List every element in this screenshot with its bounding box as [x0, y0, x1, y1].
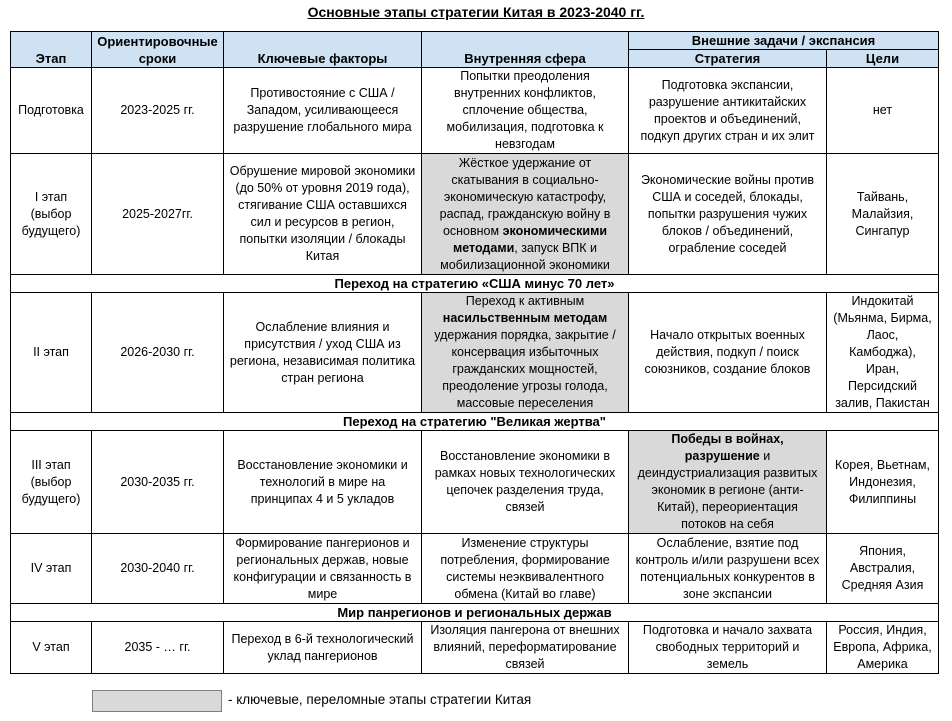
strategy-cell: Подготовка экспансии, разрушение антикитайских проектов и объединений, подкуп других стран и их элит	[629, 68, 827, 154]
header-timing: Ориентировочные сроки	[92, 32, 224, 68]
internal-cell: Изменение структуры потребления, формирование системы неэквивалентного обмена (Китай во главе)	[422, 534, 629, 604]
goals-cell: Индокитай (Мьянма, Бирма, Лаос, Камбоджа), Иран, Персидский залив, Пакистан	[827, 293, 939, 413]
goals-cell: нет	[827, 68, 939, 154]
internal-text: Жёсткое удержание от скатывания в социально-экономическую катастрофу, распад, гражданскую войну в основном	[439, 155, 611, 238]
table-row	[11, 154, 939, 275]
transition-row	[11, 604, 939, 622]
internal-text: удержания порядка, закрытие / консервация избыточных гражданских мощностей, преодоление угрозы голода, массовые переселения	[434, 328, 616, 410]
internal-cell: Восстановление экономики в рамках новых технологических цепочек разделения труда, связей	[422, 431, 629, 534]
table-row	[11, 534, 939, 604]
header-goals: Цели	[827, 50, 939, 68]
internal-cell-key	[422, 293, 629, 413]
header-external: Внешние задачи / экспансия	[629, 32, 939, 50]
header-factors: Ключевые факторы	[224, 32, 422, 68]
factors-cell: Переход в 6-й технологический уклад пангерионов	[224, 622, 422, 674]
timing-cell: 2030-2040 гг.	[92, 534, 224, 604]
table-row	[11, 622, 939, 674]
table-row	[11, 68, 939, 154]
factors-cell: Восстановление экономики и технологий в мире на принципах 4 и 5 укладов	[224, 431, 422, 534]
internal-cell-key	[422, 154, 629, 275]
factors-cell: Формирование пангерионов и региональных держав, новые конфигурации и связанность в мире	[224, 534, 422, 604]
legend-swatch	[92, 690, 222, 712]
transition-label: Переход на стратегию "Великая жертва"	[11, 413, 939, 431]
strategy-cell: Экономические войны против США и соседей, блокады, попытки разрушения чужих блоков / объединений, ограбление соседей	[629, 154, 827, 275]
internal-cell: Изоляция пангерона от внешних влияний, переформатирование связей	[422, 622, 629, 674]
timing-cell: 2035 - … гг.	[92, 622, 224, 674]
table-row	[11, 431, 939, 534]
internal-text: Переход к активным	[465, 294, 585, 308]
factors-cell: Противостояние с США / Западом, усиливающееся разрушение глобального мира	[224, 68, 422, 154]
transition-row	[11, 275, 939, 293]
goals-cell: Тайвань, Малайзия, Сингапур	[827, 154, 939, 275]
stage-cell: Подготовка	[11, 68, 92, 154]
stage-cell: I этап (выбор будущего)	[11, 154, 92, 275]
stage-cell: II этап	[11, 293, 92, 413]
stage-cell: III этап (выбор будущего)	[11, 431, 92, 534]
internal-text: , запуск ВПК и мобилизационной экономики	[440, 240, 610, 272]
internal-emphasis: насильственным методам	[442, 311, 608, 325]
strategy-cell: Подготовка и начало захвата свободных территорий и земель	[629, 622, 827, 674]
transition-row	[11, 413, 939, 431]
strategy-cell: Ослабление, взятие под контроль и/или разрушени всех потенциальных конкурентов в зоне экспансии	[629, 534, 827, 604]
strategy-cell-key	[629, 431, 827, 534]
timing-cell: 2030-2035 гг.	[92, 431, 224, 534]
internal-cell: Попытки преодоления внутренних конфликтов, сплочение общества, мобилизация, подготовка к невзгодам	[422, 68, 629, 154]
strategy-text: и деиндустриализация развитых экономик в регионе (анти-Китай), переориентация потоков на себя	[637, 449, 818, 531]
header-stage: Этап	[11, 32, 92, 68]
transition-label: Мир панрегионов и региональных держав	[11, 604, 939, 622]
factors-cell: Обрушение мировой экономики (до 50% от уровня 2019 года), стягивание США оставшихся сил и ресурсов в регион, попытки изоляции / блокады Китая	[224, 154, 422, 275]
goals-cell: Россия, Индия, Европа, Африка, Америка	[827, 622, 939, 674]
page-title: Основные этапы стратегии Китая в 2023-2040 гг.	[307, 4, 645, 20]
timing-cell: 2025-2027гг.	[92, 154, 224, 275]
internal-emphasis: экономическими методами	[452, 223, 608, 255]
transition-label: Переход на стратегию «США минус 70 лет»	[11, 275, 939, 293]
timing-cell: 2023-2025 гг.	[92, 68, 224, 154]
stage-cell: V этап	[11, 622, 92, 674]
legend-text: - ключевые, переломные этапы стратегии Китая	[228, 692, 532, 707]
header-internal: Внутренняя сфера	[422, 32, 629, 68]
timing-cell: 2026-2030 гг.	[92, 293, 224, 413]
header-strategy: Стратегия	[629, 50, 827, 68]
goals-cell: Япония, Австралия, Средняя Азия	[827, 534, 939, 604]
table-row	[11, 293, 939, 413]
strategy-cell: Начало открытых военных действия, подкуп / поиск союзников, создание блоков	[629, 293, 827, 413]
goals-cell: Корея, Вьетнам, Индонезия, Филиппины	[827, 431, 939, 534]
strategy-emphasis: Победы в войнах, разрушение	[671, 432, 784, 463]
stage-cell: IV этап	[11, 534, 92, 604]
strategy-table	[10, 31, 939, 674]
factors-cell: Ослабление влияния и присутствия / уход США из региона, независимая политика стран региона	[224, 293, 422, 413]
